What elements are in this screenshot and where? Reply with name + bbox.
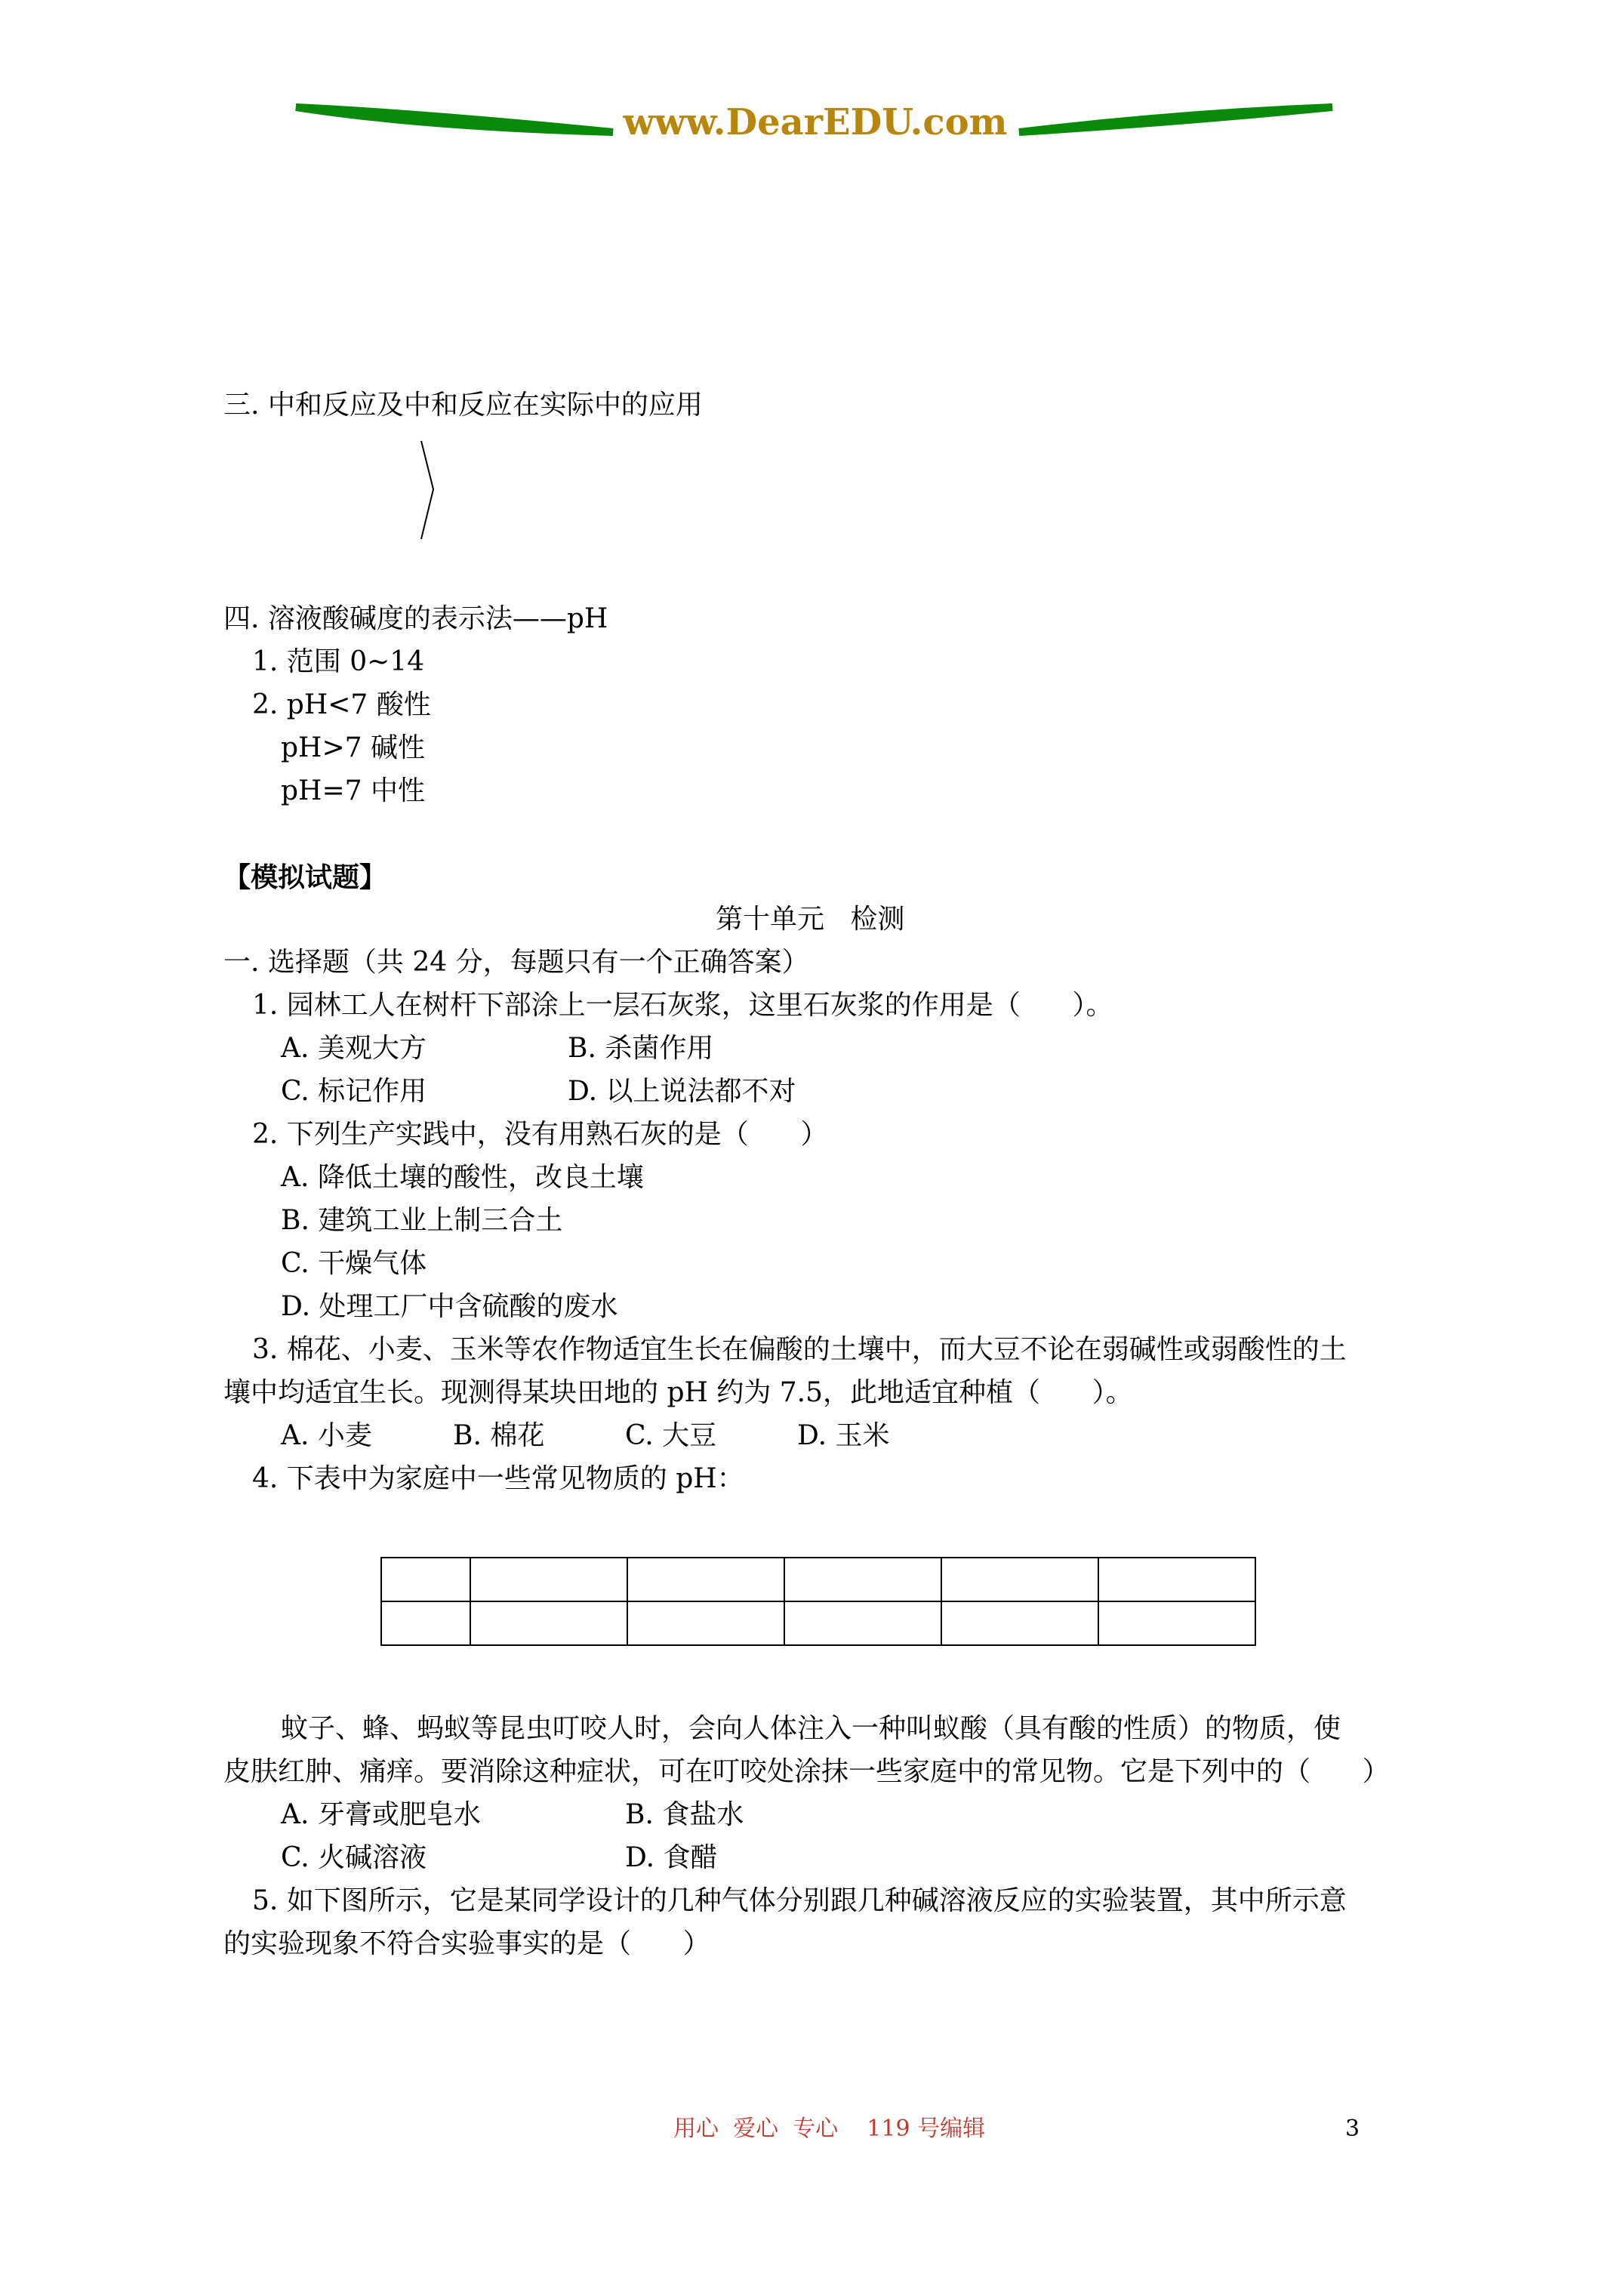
q1-option-a: A. 美观大方 — [281, 1033, 427, 1064]
question-1-stem: 1. 园林工人在树杆下部涂上一层石灰浆，这里石灰浆的作用是（ ）。 — [252, 990, 1113, 1021]
header-banner — [0, 0, 1623, 174]
q3-option-b: B. 棉花 — [453, 1420, 545, 1451]
unit-title: 第十单元 检测 — [716, 904, 905, 935]
q3-option-c: C. 大豆 — [625, 1420, 717, 1451]
q3-option-d: D. 玉米 — [797, 1420, 890, 1451]
bracket-shape — [408, 438, 438, 544]
mock-test-label: 【模拟试题】 — [223, 861, 387, 893]
table-cell — [1098, 1558, 1255, 1601]
ph-table — [380, 1557, 1256, 1646]
page-number: 3 — [1345, 2116, 1360, 2142]
site-logo-text: www.DearEDU.com — [623, 101, 1008, 143]
question-4-paragraph-line-2: 皮肤红肿、痛痒。要消除这种症状，可在叮咬处涂抹一些家庭中的常见物。它是下列中的（ ） — [223, 1756, 1390, 1787]
part-1-title: 一. 选择题（共 24 分，每题只有一个正确答案） — [223, 947, 809, 978]
question-3-stem-line-2: 壤中均适宜生长。现测得某块田地的 pH 约为 7.5，此地适宜种植（ ）。 — [223, 1377, 1133, 1408]
q2-option-b: B. 建筑工业上制三合土 — [281, 1205, 563, 1236]
section-4-item: pH=7 中性 — [281, 775, 425, 806]
table-cell — [941, 1601, 1098, 1645]
table-cell — [470, 1558, 627, 1601]
table-cell — [381, 1601, 470, 1645]
question-5-stem-line-2: 的实验现象不符合实验事实的是（ ） — [223, 1928, 710, 1959]
section-4-item: 2. pH<7 酸性 — [252, 689, 431, 720]
q1-option-d: D. 以上说法都不对 — [568, 1076, 796, 1107]
section-4-item: 1. 范围 0~14 — [252, 646, 425, 677]
question-4-paragraph-line-1: 蚊子、蜂、蚂蚁等昆虫叮咬人时，会向人体注入一种叫蚁酸（具有酸的性质）的物质，使 — [281, 1713, 1341, 1744]
table-row — [381, 1601, 1255, 1645]
section-4-title: 四. 溶液酸碱度的表示法——pH — [223, 603, 608, 634]
table-cell — [784, 1558, 941, 1601]
question-3-stem-line-1: 3. 棉花、小麦、玉米等农作物适宜生长在偏酸的土壤中，而大豆不论在弱碱性或弱酸性的土 — [252, 1334, 1347, 1365]
table-cell — [381, 1558, 470, 1601]
table-cell — [627, 1558, 784, 1601]
question-2-stem: 2. 下列生产实践中，没有用熟石灰的是（ ） — [252, 1119, 828, 1150]
q2-option-c: C. 干燥气体 — [281, 1248, 427, 1279]
q4-option-b: B. 食盐水 — [625, 1799, 744, 1830]
q1-option-c: C. 标记作用 — [281, 1076, 427, 1107]
table-cell — [470, 1601, 627, 1645]
left-swoosh — [296, 107, 613, 132]
section-4-item: pH>7 碱性 — [281, 732, 425, 763]
q1-option-b: B. 杀菌作用 — [568, 1033, 714, 1064]
right-swoosh — [1019, 107, 1332, 132]
q2-option-a: A. 降低土壤的酸性，改良土壤 — [281, 1162, 644, 1193]
question-5-stem-line-1: 5. 如下图所示，它是某同学设计的几种气体分别跟几种碱溶液反应的实验装置，其中所示意 — [252, 1885, 1347, 1916]
q3-option-a: A. 小麦 — [281, 1420, 372, 1451]
q2-option-d: D. 处理工厂中含硫酸的废水 — [281, 1291, 618, 1322]
table-cell — [627, 1601, 784, 1645]
table-cell — [1098, 1601, 1255, 1645]
question-4-stem: 4. 下表中为家庭中一些常见物质的 pH： — [252, 1463, 744, 1494]
table-row — [381, 1558, 1255, 1601]
table-cell — [784, 1601, 941, 1645]
q4-option-d: D. 食醋 — [625, 1842, 718, 1873]
table-cell — [941, 1558, 1098, 1601]
q4-option-c: C. 火碱溶液 — [281, 1842, 427, 1873]
footer-slogan: 用心 爱心 专心 119 号编辑 — [673, 2116, 986, 2142]
section-3-title: 三. 中和反应及中和反应在实际中的应用 — [223, 390, 703, 421]
q4-option-a: A. 牙膏或肥皂水 — [281, 1799, 481, 1830]
